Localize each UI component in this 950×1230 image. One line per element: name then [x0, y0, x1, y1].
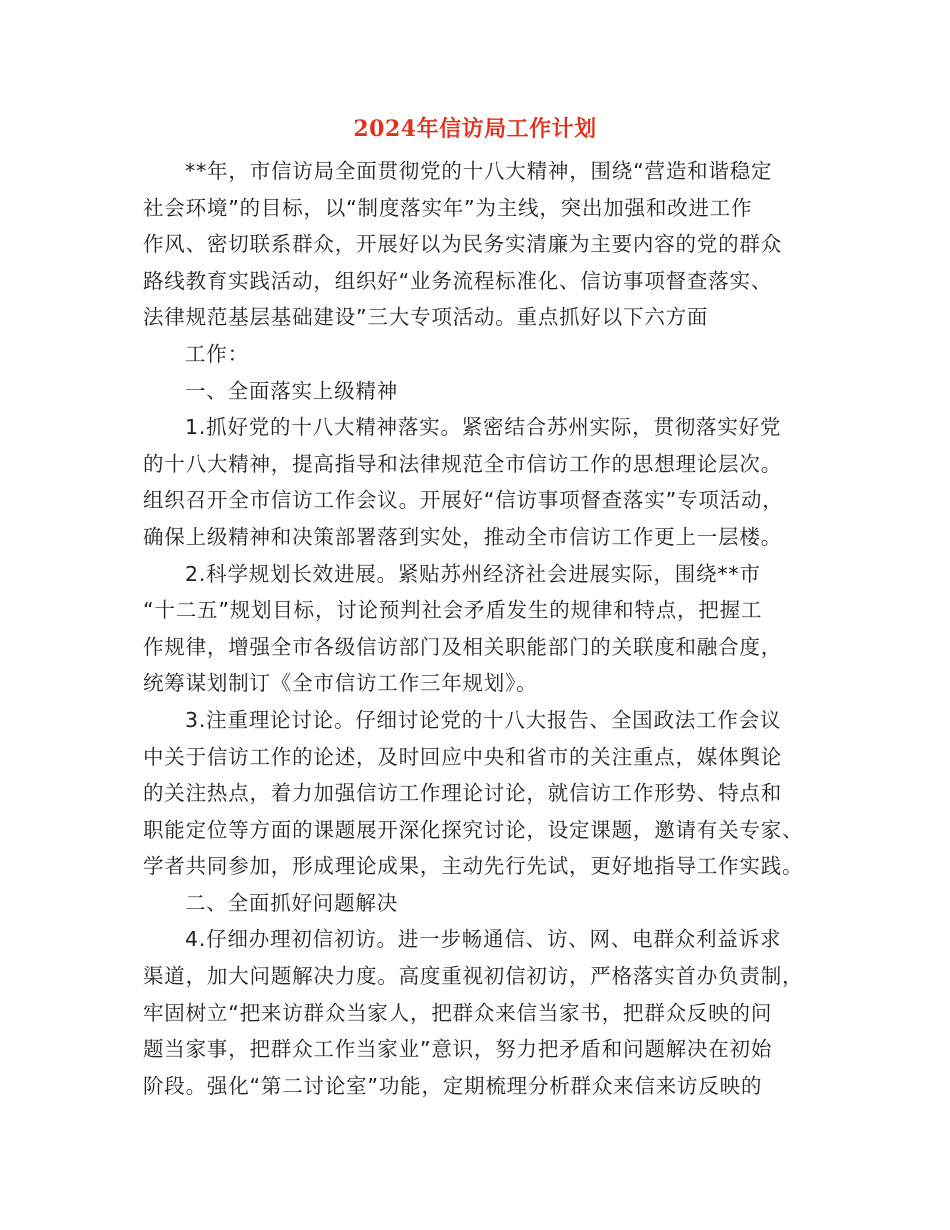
text-line: 中关于信访工作的论述，及时回应中央和省市的关注重点，媒体舆论 [143, 744, 782, 769]
text-line: 职能定位等方面的课题展开深化探究讨论，设定课题，邀请有关专家、 [143, 817, 804, 842]
text-line: 的关注热点，着力加强信访工作理论讨论，就信访工作形势、特点和 [143, 781, 782, 806]
text-line: 一、全面落实上级精神 [185, 378, 398, 403]
text-line: 社会环境”的目标，以“制度落实年”为主线，突出加强和改进工作 [143, 195, 753, 220]
text-line: 路线教育实践活动，组织好“业务流程标准化、信访事项督查落实、 [143, 268, 773, 293]
document-title: 2024年信访局工作计划 [353, 116, 597, 142]
text-line: 统筹谋划制订《全市信访工作三年规划》。 [143, 671, 538, 696]
text-line: 4.仔细办理初信初访。进一步畅通信、访、网、电群众利益诉求 [185, 927, 782, 952]
text-line: 牢固树立“把来访群众当家人，把群众来信当家书，把群众反映的问 [143, 1000, 773, 1025]
text-line: 法律规范基层基础建设”三大专项活动。重点抓好以下六方面 [143, 305, 709, 330]
text-line: 二、全面抓好问题解决 [185, 890, 398, 915]
text-line: 1.抓好党的十八大精神落实。紧密结合苏州实际，贯彻落实好党 [185, 415, 782, 440]
text-line: 确保上级精神和决策部署落到实处，推动全市信访工作更上一层楼。 [143, 524, 782, 549]
text-line: 阶段。强化“第二讨论室”功能，定期梳理分析群众来信来访反映的 [143, 1073, 763, 1098]
text-line: 工作： [185, 341, 249, 366]
text-line: 作风、密切联系群众，开展好以为民务实清廉为主要内容的党的群众 [143, 232, 782, 257]
text-line: “十二五”规划目标，讨论预判社会矛盾发生的规律和特点，把握工 [143, 598, 763, 623]
text-line: 渠道，加大问题解决力度。高度重视初信初访，严格落实首办负责制， [143, 964, 804, 989]
text-line: 作规律，增强全市各级信访部门及相关职能部门的关联度和融合度， [143, 634, 782, 659]
text-line: 的十八大精神，提高指导和法律规范全市信访工作的思想理论层次。 [143, 451, 782, 476]
text-line: 2.科学规划长效进展。紧贴苏州经济社会进展实际，围绕**市 [185, 561, 761, 586]
text-line: 学者共同参加，形成理论成果，主动先行先试，更好地指导工作实践。 [143, 854, 804, 879]
text-line: 题当家事，把群众工作当家业”意识，努力把矛盾和问题解决在初始 [143, 1037, 773, 1062]
text-line: 组织召开全市信访工作会议。开展好“信访事项督查落实”专项活动， [143, 488, 784, 513]
document-body [143, 153, 807, 1104]
text-line: 3.注重理论讨论。仔细讨论党的十八大报告、全国政法工作会议 [185, 707, 782, 732]
text-line: **年，市信访局全面贯彻党的十八大精神，围绕“营造和谐稳定 [185, 159, 773, 183]
